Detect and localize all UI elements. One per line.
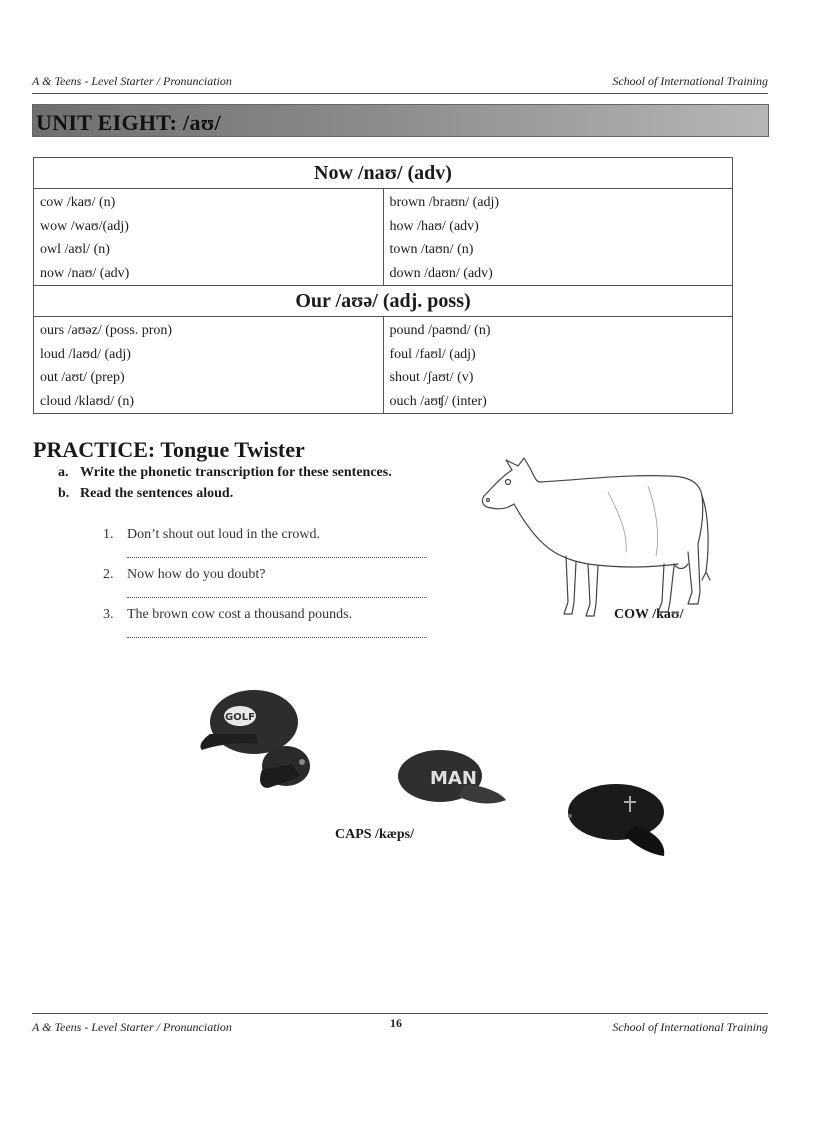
cow-caption: COW /kaʊ/ [614,607,684,622]
header-rule [32,93,768,94]
word-entry: shout /ʃaʊt/ (v) [389,370,474,385]
word-entry: cow /kaʊ/ (n) [40,195,116,210]
word-entry: town /taʊn/ (n) [389,242,474,257]
answer-line[interactable] [127,637,427,638]
sentence-item [103,607,352,623]
sentence-text: The brown cow cost a thousand pounds. [127,607,353,622]
instruction-text: Write the phonetic transcription for these sentences. [80,465,392,480]
word-entry: loud /laʊd/ (adj) [40,346,131,362]
page-number: 16 [390,1016,402,1030]
word-column-right [383,189,733,286]
word-entry: ours /aʊəz/ (poss. pron) [40,323,173,338]
word-entry: down /daʊn/ (adv) [389,265,493,281]
word-entry: cloud /klaʊd/ (n) [40,393,134,409]
cross-cap-image [560,778,672,860]
page-header [32,74,768,89]
answer-line[interactable] [127,557,427,558]
sentence-text: Now how do you doubt? [127,567,266,582]
word-entry: ouch /aʊʧ/ (inter) [389,393,487,409]
word-entry: owl /aʊl/ (n) [40,242,110,257]
word-entry: brown /braʊn/ (adj) [389,195,500,210]
instruction-key: b. [58,486,70,501]
practice-title: PRACTICE: Tongue Twister [33,437,305,462]
word-entry: foul /faʊl/ (adj) [389,346,476,362]
word-column-left [34,317,384,414]
cow-illustration [478,452,718,627]
unit-banner [32,104,769,137]
instruction-key: a. [58,465,69,480]
caps-caption: CAPS /kæps/ [335,827,414,842]
word-entry: out /aʊt/ (prep) [40,370,125,385]
sentence-item [103,567,265,583]
instruction-item [58,465,392,481]
answer-line[interactable] [127,597,427,598]
word-entry: now /naʊ/ (adv) [40,265,130,281]
word-column-right [383,317,733,414]
sentence-item [103,527,320,543]
word-entry: wow /waʊ/(adj) [40,218,129,234]
cap-print-text: GOLF [225,712,255,723]
cap-print-text: MAN [430,768,477,789]
section-title: Now /naʊ/ (adv) [34,158,733,189]
footer-rule [32,1013,768,1014]
unit-title: UNIT EIGHT: /aʊ/ [36,110,222,135]
footer-right-text: School of International Training [612,1020,768,1034]
page-footer [32,1016,768,1035]
sentence-number: 1. [103,527,114,542]
sentence-number: 3. [103,607,114,622]
header-left-text: A & Teens - Level Starter / Pronunciation [32,74,232,88]
word-entry: how /haʊ/ (adv) [389,218,479,234]
caps-pair-image [196,684,326,794]
section-title: Our /aʊə/ (adj. poss) [34,286,733,317]
phonetics-table [33,157,733,414]
footer-left-text: A & Teens - Level Starter / Pronunciation [32,1020,232,1034]
header-right-text: School of International Training [612,74,768,88]
word-column-left [34,189,384,286]
word-entry: pound /paʊnd/ (n) [389,323,491,338]
sentence-text: Don’t shout out loud in the crowd. [127,527,321,542]
instruction-text: Read the sentences aloud. [80,486,234,501]
instruction-item [58,486,233,502]
man-cap-image [396,748,508,810]
sentence-number: 2. [103,567,114,582]
